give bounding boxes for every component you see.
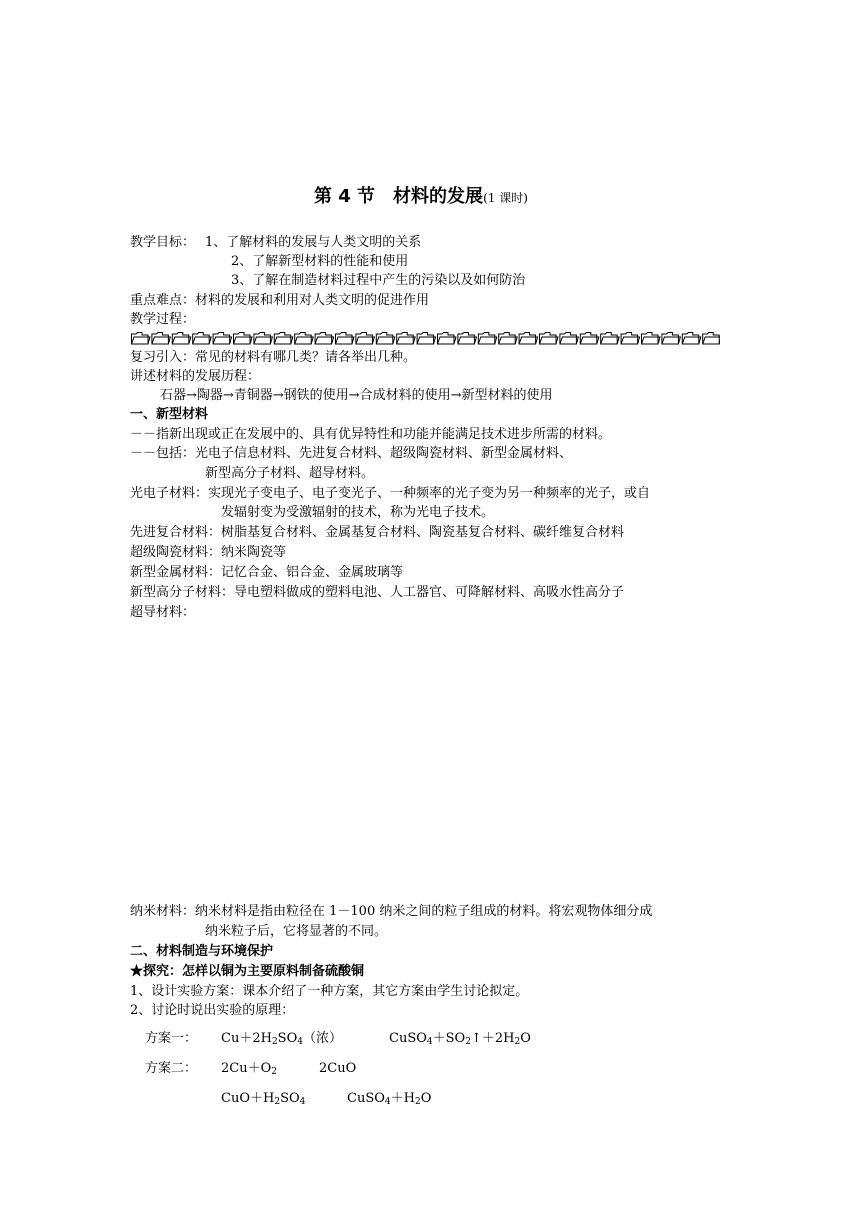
- ceramic: 超级陶瓷材料：纳米陶瓷等: [130, 545, 287, 560]
- folder-icon: [274, 333, 293, 345]
- folder-icon: [397, 333, 416, 345]
- folder-icon: [193, 333, 212, 345]
- folder-icon: [662, 333, 681, 345]
- folder-icon: [621, 333, 640, 345]
- folder-icon: [356, 333, 375, 345]
- plan2-step1-products: 2CuO: [319, 1061, 357, 1076]
- step1: 1、设计实验方案：课本介绍了一种方案，其它方案由学生讨论拟定。: [130, 984, 529, 999]
- history-label: 讲述材料的发展历程：: [130, 369, 261, 384]
- nano-1: 纳米材料：纳米材料是指由粒径在 1－100 纳米之间的粒子组成的材料。将宏观物体细分成: [130, 904, 653, 919]
- plan2-step2-reactants: $CuO+H_2SO_4$: [221, 1091, 306, 1107]
- folder-icon: [234, 333, 253, 345]
- plan1-products: $CuSO_4+SO_2↑+2H_2O$: [389, 1031, 531, 1047]
- history-chain: 石器→陶器→青铜器→钢铁的使用→合成材料的使用→新型材料的使用: [160, 388, 553, 403]
- review-intro: 复习引入：常见的材料有哪几类？请各举出几种。: [130, 350, 417, 365]
- folder-icon: [580, 333, 599, 345]
- folder-icon: [682, 333, 701, 345]
- explore: ★探究：怎样以铜为主要原料制备硫酸铜: [130, 964, 365, 979]
- conc-label: （浓）: [302, 1031, 342, 1046]
- page-title: [314, 187, 528, 208]
- folder-icon: [130, 330, 720, 346]
- folder-icon: [213, 333, 232, 345]
- section1-heading: 一、新型材料: [130, 407, 209, 422]
- plan2-step2-products: $CuSO_4+H_2O$: [347, 1091, 432, 1107]
- folder-icon: [438, 333, 457, 345]
- plan2-step1-reactants: $2Cu+O_2$: [221, 1061, 277, 1077]
- folder-divider: [130, 330, 720, 346]
- folder-icon: [458, 333, 477, 345]
- folder-icon: [254, 333, 273, 345]
- polymer: 新型高分子材料：导电塑料做成的塑料电池、人工器官、可降解材料、高吸水性高分子: [130, 585, 625, 600]
- up-arrow: ↑: [470, 1031, 482, 1046]
- plan2-label: 方案二：: [145, 1061, 198, 1076]
- objective-3: 3、了解在制造材料过程中产生的污染以及如何防治: [231, 273, 526, 288]
- section1-includes-1: －－包括：光电子信息材料、先进复合材料、超级陶瓷材料、新型金属材料、: [130, 446, 573, 461]
- composite: 先进复合材料：树脂基复合材料、金属基复合材料、陶瓷基复合材料、碳纤维复合材料: [130, 525, 625, 540]
- superconductor: 超导材料：: [130, 605, 196, 620]
- folder-icon: [499, 333, 518, 345]
- plan1-reactants: $Cu+2H_2SO_4$（浓）: [221, 1031, 342, 1047]
- folder-icon: [336, 333, 355, 345]
- plan1-label: 方案一：: [145, 1031, 198, 1046]
- objective-2: 2、了解新型材料的性能和使用: [231, 254, 409, 269]
- nano-2: 纳米粒子后，它将显著的不同。: [205, 924, 388, 939]
- optoelectronic-1: 光电子材料：实现光子变电子、电子变光子、一种频率的光子变为另一种频率的光子，或自: [130, 486, 651, 501]
- folder-icon: [132, 333, 151, 345]
- section2-heading: 二、材料制造与环境保护: [130, 944, 274, 959]
- optoelectronic-2: 发辐射变为受激辐射的技术，称为光电子技术。: [221, 505, 495, 520]
- folder-icon: [376, 333, 395, 345]
- folder-icon: [295, 333, 314, 345]
- folder-icon: [519, 333, 538, 345]
- folder-icon: [540, 333, 559, 345]
- folder-icon: [315, 333, 334, 345]
- section1-includes-2: 新型高分子材料、超导材料。: [205, 466, 375, 481]
- process-label: 教学过程：: [130, 312, 196, 327]
- folder-icon: [601, 333, 620, 345]
- key-points: 重点难点：材料的发展和利用对人类文明的促进作用: [130, 293, 430, 308]
- folder-icon: [703, 333, 720, 345]
- section1-definition: －－指新出现或正在发展中的、具有优异特性和功能并能满足技术进步所需的材料。: [130, 427, 612, 442]
- step2: 2、讨论时说出实验的原理：: [130, 1003, 295, 1018]
- folder-icon: [417, 333, 436, 345]
- folder-icon: [478, 333, 497, 345]
- folder-icon: [560, 333, 579, 345]
- title-note: (1 课时): [483, 191, 528, 205]
- objectives-label: 教学目标：: [130, 235, 196, 250]
- folder-icon: [642, 333, 661, 345]
- folder-icon: [152, 333, 171, 345]
- metal: 新型金属材料：记忆合金、铝合金、金属玻璃等: [130, 565, 404, 580]
- title-main: 第 4 节 材料的发展: [314, 186, 484, 207]
- objective-1: 1、了解材料的发展与人类文明的关系: [205, 235, 422, 250]
- folder-icon: [172, 333, 191, 345]
